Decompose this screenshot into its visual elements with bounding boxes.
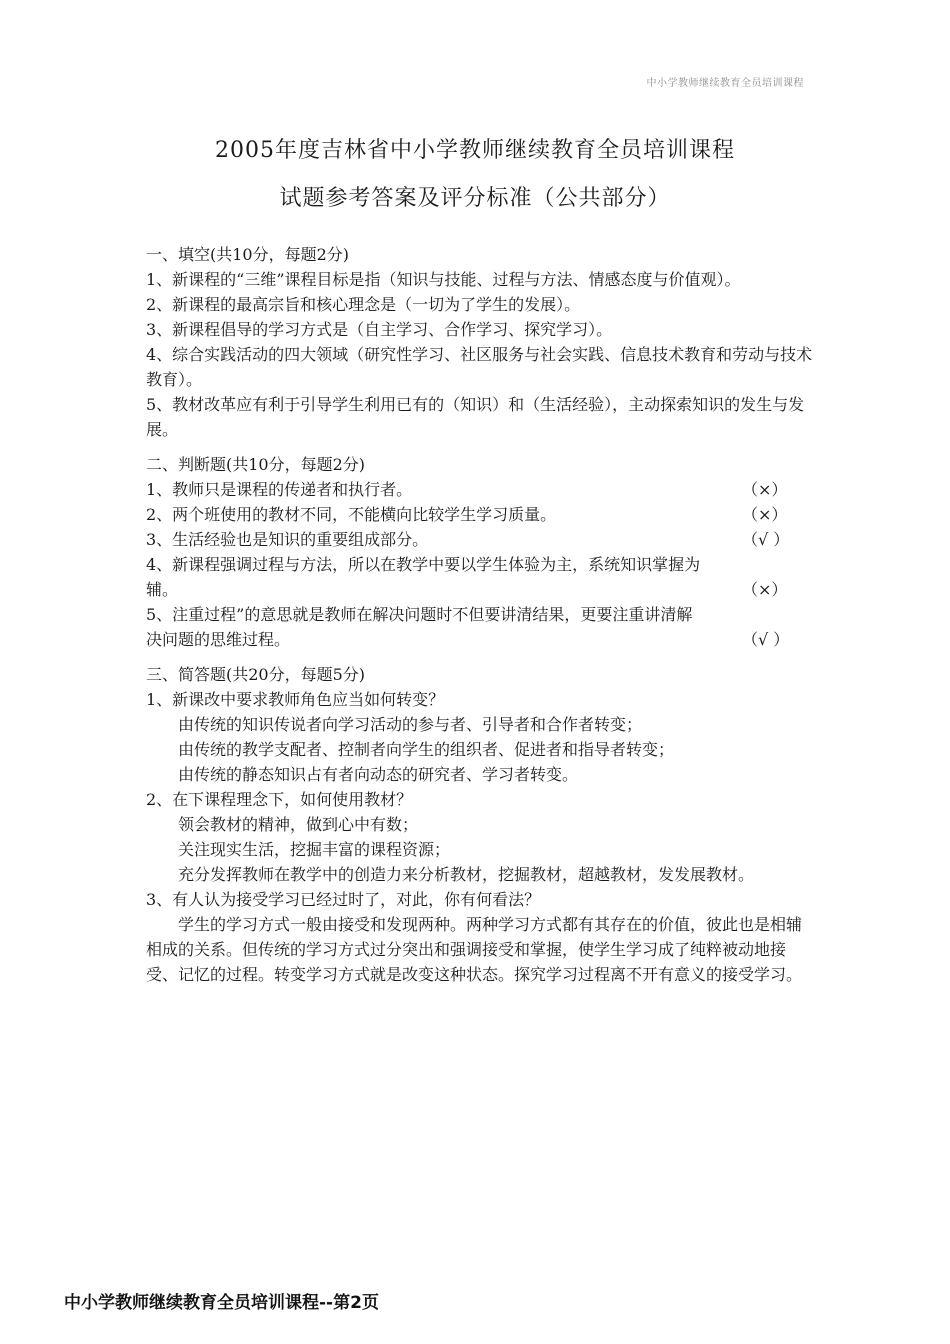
question-text-first-line: 5、注重过程”的意思就是教师在解决问题时不但要讲清结果，更要注重讲清解	[146, 605, 693, 624]
answer-line: 领会教材的精神，做到心中有数；	[178, 815, 419, 834]
answer-line: 充分发挥教师在教学中的创造力来分析教材，挖掘教材，超越教材，发发展教材。	[178, 865, 755, 884]
answer-mark: （√ ）	[742, 530, 790, 549]
section-heading: 二、判断题(共10分，每题2分)	[146, 455, 366, 474]
answer-paragraph: 学生的学习方式一般由接受和发现两种。两种学习方式都有其存在的价值，彼此也是相辅相成的关系。但传统的学习方式过分突出和强调接受和掌握，使学生学习成了纯粹被动地接受、记忆的过程。转变学习方式就是改变这种状态。探究学习过程离不开有意义的接受学习。	[146, 915, 803, 984]
list-item	[146, 527, 814, 552]
question-text: 2、两个班使用的教材不同，不能横向比较学生学习质量。	[146, 505, 557, 524]
question-text: 辅。	[146, 580, 179, 599]
answer-line: 由传统的教学支配者、控制者向学生的组织者、促进者和指导者转变；	[178, 740, 675, 759]
question-text: 1、教师只是课程的传递者和执行者。	[146, 480, 413, 499]
list-item: 2、新课程的最高宗旨和核心理念是（一切为了学生的发展）。	[146, 295, 581, 314]
document-body	[146, 242, 814, 997]
question-text: 决问题的思维过程。	[146, 630, 291, 649]
section-heading: 三、简答题(共20分，每题5分)	[146, 665, 366, 684]
list-item: 4、综合实践活动的四大领域（研究性学习、社区服务与社会实践、信息技术教育和劳动与技术教育）。	[146, 345, 813, 389]
page-title-line1: 2005年度吉林省中小学教师继续教育全员培训课程	[215, 138, 735, 163]
question: 2、在下课程理念下，如何使用教材？	[146, 790, 413, 809]
page-footer: 中小学教师继续教育全员培训课程--第2页	[64, 1293, 379, 1313]
question-text-first-line: 4、新课程强调过程与方法，所以在教学中要以学生体验为主，系统知识掌握为	[146, 555, 701, 574]
list-item	[146, 477, 814, 502]
answer-mark: （√ ）	[742, 630, 790, 649]
question: 1、新课改中要求教师角色应当如何转变？	[146, 690, 445, 709]
page-title-line2: 试题参考答案及评分标准（公共部分）	[279, 186, 671, 211]
list-item	[146, 502, 814, 527]
section-heading: 一、填空(共10分，每题2分)	[146, 245, 350, 264]
list-item: 1、新课程的“三维”课程目标是指（知识与技能、过程与方法、情感态度与价值观）。	[146, 270, 741, 289]
list-item: 3、新课程倡导的学习方式是（自主学习、合作学习、探究学习）。	[146, 320, 613, 339]
list-item	[146, 627, 814, 652]
answer-mark: （×）	[742, 580, 788, 599]
answer-mark: （×）	[742, 480, 788, 499]
question: 3、有人认为接受学习已经过时了，对此，你有何看法？	[146, 890, 541, 909]
list-item: 5、教材改革应有利于引导学生利用已有的（知识）和（生活经验），主动探索知识的发生与发展。	[146, 395, 805, 439]
answer-line: 由传统的静态知识占有者向动态的研究者、学习者转变。	[178, 765, 579, 784]
section-fill-blank	[146, 242, 814, 442]
section-short-answer	[146, 662, 814, 987]
answer-line: 关注现实生活，挖掘丰富的课程资源；	[178, 840, 451, 859]
list-item	[146, 577, 814, 602]
header-note: 中小学教师继续教育全员培训课程	[646, 78, 804, 89]
question-text: 3、生活经验也是知识的重要组成部分。	[146, 530, 429, 549]
section-true-false	[146, 452, 814, 652]
answer-line: 由传统的知识传说者向学习活动的参与者、引导者和合作者转变；	[178, 715, 643, 734]
answer-mark: （×）	[742, 505, 788, 524]
